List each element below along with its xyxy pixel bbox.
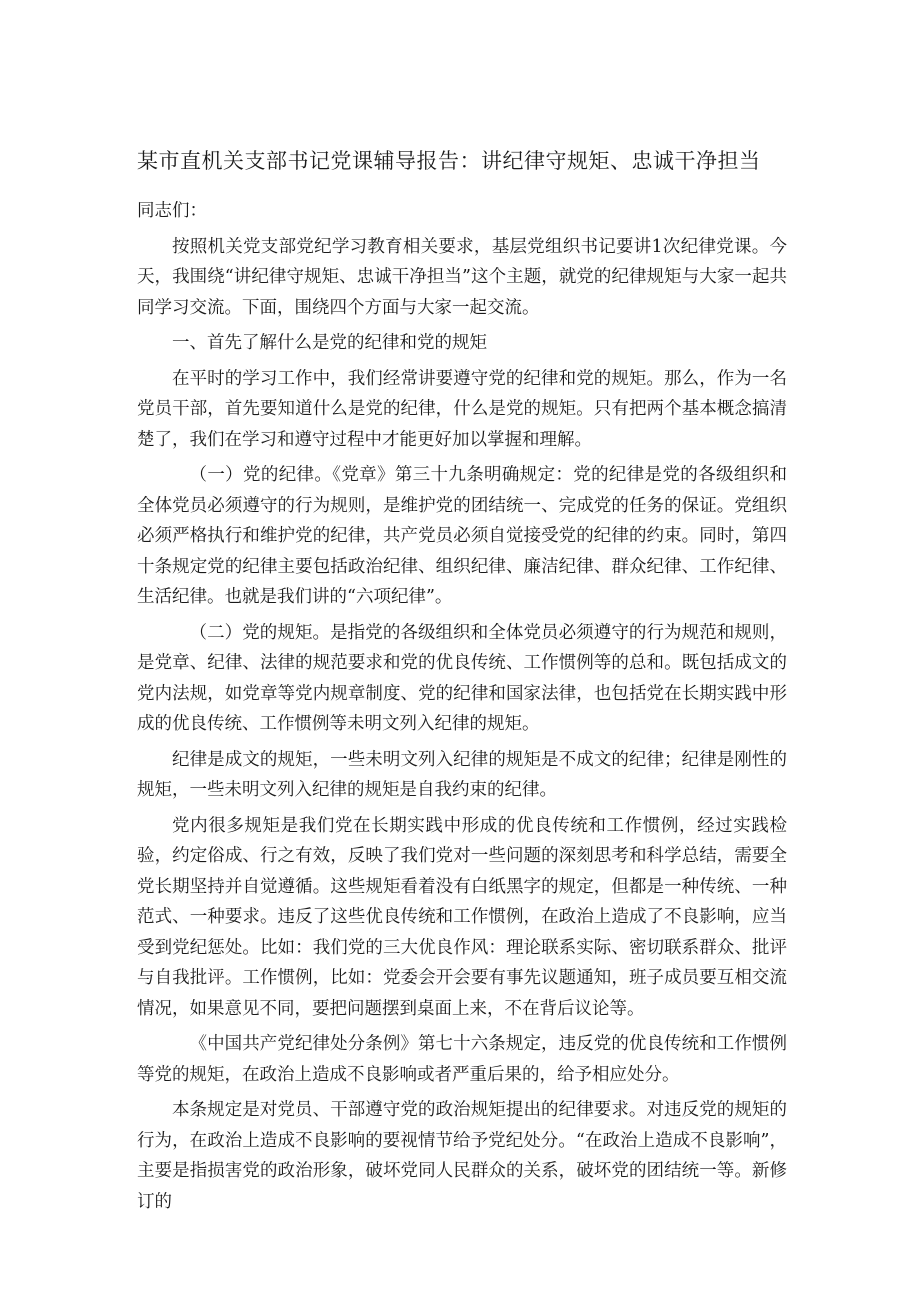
paragraph: 在平时的学习工作中，我们经常讲要遵守党的纪律和党的规矩。那么，作为一名党员干部，首先要知道什么是党的纪律，什么是党的规矩。只有把两个基本概念搞清楚了，我们在学习和遵守过程中才能更好加以掌握和理解。	[137, 368, 787, 450]
paragraph-regulation: 《中国共产党纪律处分条例》第七十六条规定，违反党的优良传统和工作惯例等党的规矩，在政治上造成不良影响或者严重后果的，给予相应处分。	[137, 1034, 787, 1085]
document-body	[137, 196, 787, 1222]
subsection-party-rules: （二）党的规矩。是指党的各级组织和全体党员必须遵守的行为规范和规则，是党章、纪律、法律的规范要求和党的优良传统、工作惯例等的总和。既包括成文的党内法规，如党章等党内规章制度、党的纪律和国家法律，也包括党在长期实践中形成的优良传统、工作惯例等未明文列入纪律的规矩。	[137, 622, 787, 734]
paragraph: 本条规定是对党员、干部遵守党的政治规矩提出的纪律要求。对违反党的规矩的行为，在政治上造成不良影响的要视情节给予党纪处分。“在政治上造成不良影响”，主要是指损害党的政治形象，破坏党同人民群众的关系，破坏党的团结统一等。新修订的	[137, 1100, 787, 1212]
subsection-party-discipline: （一）党的纪律。《党章》第三十九条明确规定：党的纪律是党的各级组织和全体党员必须遵守的行为规则，是维护党的团结统一、完成党的任务的保证。党组织必须严格执行和维护党的纪律，共产党员必须自觉接受党的纪律的约束。同时，第四十条规定党的纪律主要包括政治纪律、组织纪律、廉洁纪律、群众纪律、工作纪律、生活纪律。也就是我们讲的“六项纪律”。	[137, 465, 787, 607]
paragraph: 党内很多规矩是我们党在长期实践中形成的优良传统和工作惯例，经过实践检验，约定俗成、行之有效，反映了我们党对一些问题的深刻思考和科学总结，需要全党长期坚持并自觉遵循。这些规矩看着没有白纸黑字的规定，但都是一种传统、一种范式、一种要求。违反了这些优良传统和工作惯例，在政治上造成了不良影响，应当受到党纪惩处。比如：我们党的三大优良作风：理论联系实际、密切联系群众、批评与自我批评。工作惯例，比如：党委会开会要有事先议题通知，班子成员要互相交流情况，如果意见不同，要把问题摆到桌面上来，不在背后议论等。	[137, 815, 787, 1019]
section-heading-1: 一、首先了解什么是党的纪律和党的规矩	[172, 333, 487, 353]
greeting: 同志们：	[137, 201, 207, 221]
paragraph-intro: 按照机关党支部党纪学习教育相关要求，基层党组织书记要讲1次纪律党课。今天，我围绕“讲纪律守规矩、忠诚干净担当”这个主题，就党的纪律规矩与大家一起共同学习交流。下面，围绕四个方面与大家一起交流。	[137, 236, 787, 318]
document-title: 某市直机关支部书记党课辅导报告：讲纪律守规矩、忠诚干净担当	[137, 149, 761, 173]
paragraph: 纪律是成文的规矩，一些未明文列入纪律的规矩是不成文的纪律；纪律是刚性的规矩，一些未明文列入纪律的规矩是自我约束的纪律。	[137, 749, 787, 800]
